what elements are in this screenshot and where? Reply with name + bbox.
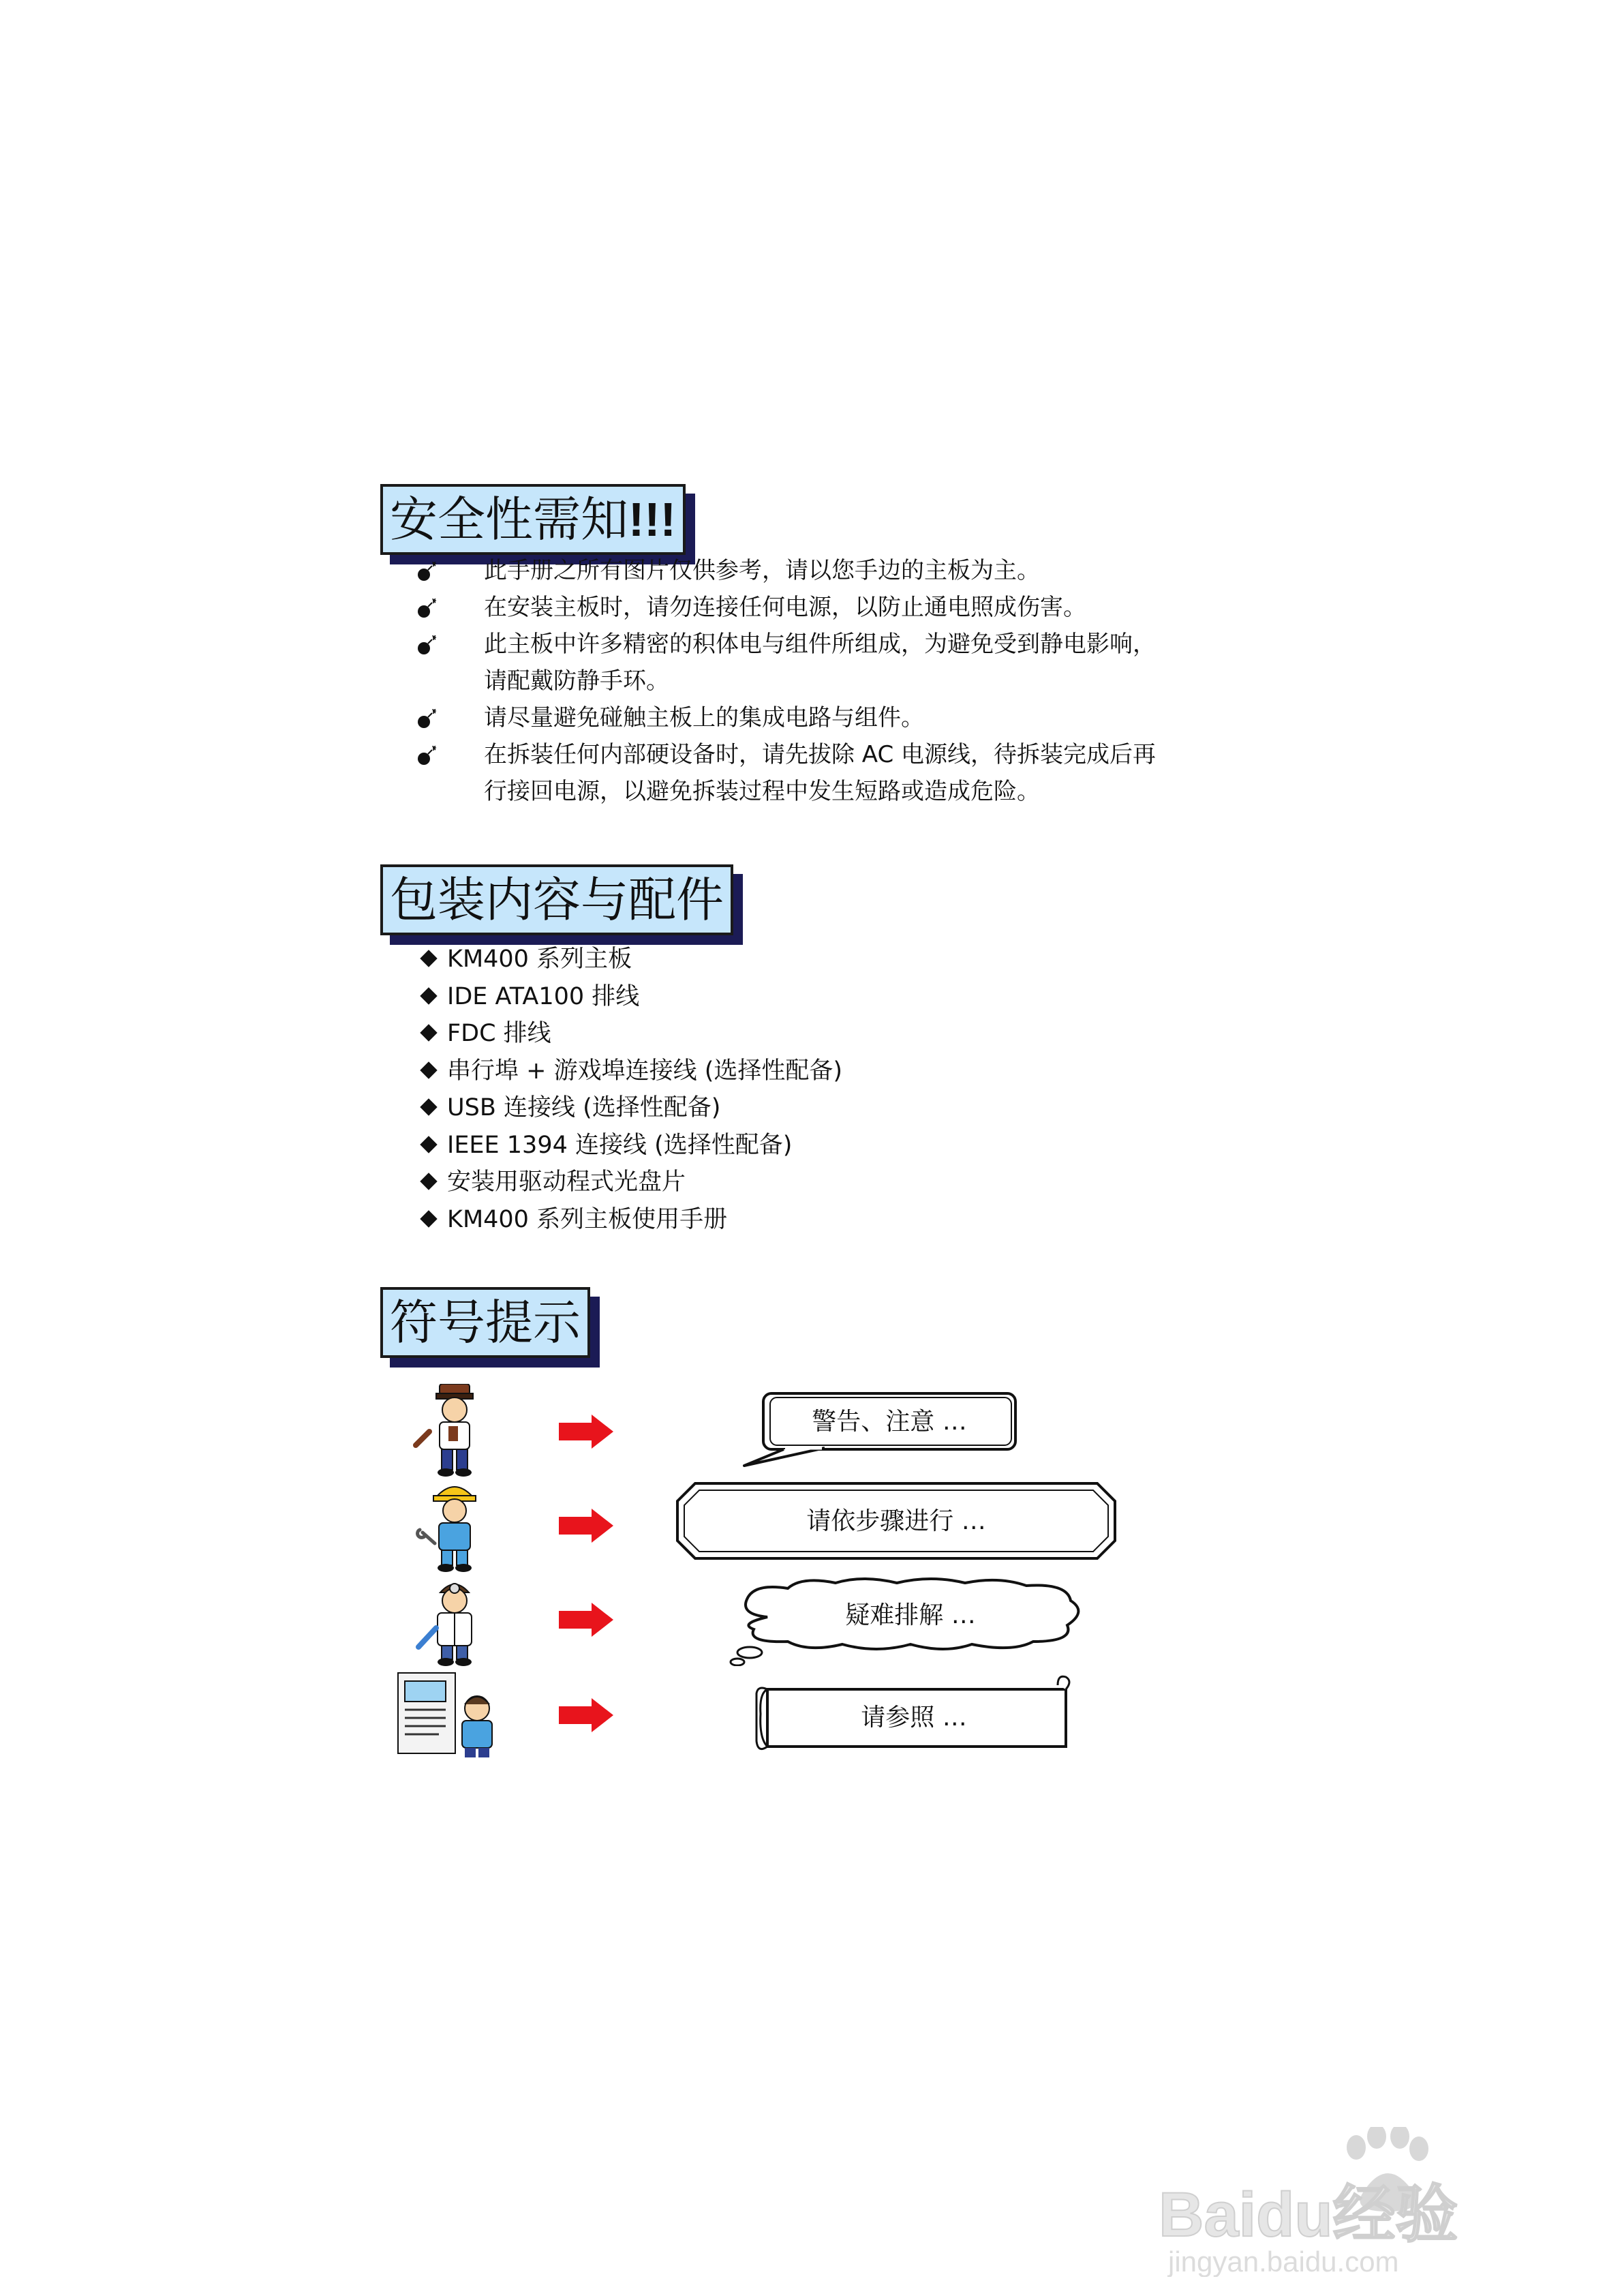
- package-item-text: IEEE 1394 连接线 (选择性配备): [447, 1131, 793, 1159]
- steps-label: 请依步骤进行 …: [806, 1507, 986, 1535]
- police-officer-icon: [402, 1384, 504, 1479]
- reader-with-book-icon: [395, 1667, 511, 1763]
- bomb-bullet-icon: [416, 709, 446, 729]
- safety-item: [416, 699, 1302, 736]
- package-item: [418, 1053, 842, 1090]
- watermark-url: jingyan.baidu.com: [1168, 2246, 1399, 2277]
- safety-item-text: 请尽量避免碰触主板上的集成电路与组件。: [484, 704, 924, 731]
- bomb-bullet-icon: [416, 746, 446, 766]
- package-item: [418, 1015, 842, 1053]
- package-item: [418, 978, 842, 1016]
- bomb-bullet-icon: [416, 635, 446, 656]
- safety-item: [416, 626, 1302, 699]
- safety-list: [416, 552, 1302, 810]
- diamond-bullet-icon: [420, 950, 437, 967]
- symbol-row-steps: [395, 1478, 1145, 1573]
- package-item-text: IDE ATA100 排线: [447, 982, 640, 1010]
- safety-item-text: 此主板中许多精密的积体电与组件所组成，为避免受到静电影响，: [484, 631, 1156, 658]
- baidu-jingyan-watermark: [1152, 2127, 1533, 2277]
- diamond-bullet-icon: [420, 1210, 437, 1227]
- package-item-text: KM400 系列主板使用手册: [447, 1205, 728, 1233]
- safety-heading: [380, 484, 686, 555]
- speech-bubble: [736, 1391, 1022, 1486]
- bomb-bullet-icon: [416, 562, 446, 582]
- package-item-text: FDC 排线: [447, 1020, 551, 1047]
- safety-item-text-cont: 行接回电源，以避免拆装过程中发生短路或造成危险。: [484, 778, 1040, 805]
- package-item: [418, 1127, 842, 1164]
- thought-cloud: [726, 1576, 1095, 1666]
- package-item-text: USB 连接线 (选择性配备): [447, 1094, 721, 1121]
- package-item-text: KM400 系列主板: [447, 946, 632, 973]
- symbol-row-warning: [395, 1384, 1145, 1479]
- safety-item: [416, 589, 1302, 626]
- safety-item-text: 此手册之所有图片仅供参考，请以您手边的主板为主。: [484, 557, 1040, 584]
- package-item: [418, 1164, 842, 1201]
- safety-item-text: 在安装主板时，请勿连接任何电源，以防止通电照成伤害。: [484, 594, 1086, 621]
- right-arrow-icon: [559, 1698, 613, 1732]
- safety-heading-text: 安全性需知: [390, 492, 628, 547]
- diamond-bullet-icon: [420, 1173, 437, 1190]
- troubleshoot-label: 疑难排解 …: [845, 1601, 976, 1629]
- package-item: [418, 1089, 842, 1127]
- package-heading-text: 包装内容与配件: [390, 872, 724, 928]
- diamond-bullet-icon: [420, 1136, 437, 1153]
- symbol-row-reference: [395, 1667, 1145, 1763]
- package-item: [418, 1201, 842, 1239]
- safety-item: [416, 736, 1302, 810]
- scroll: [754, 1673, 1074, 1755]
- watermark-brand: Baidu经验: [1159, 2180, 1458, 2250]
- octagon-banner: [675, 1481, 1118, 1561]
- safety-item-text-cont: 请配戴防静手环。: [484, 667, 669, 695]
- safety-heading-exclaim: !!!: [628, 493, 676, 546]
- right-arrow-icon: [559, 1415, 613, 1449]
- reference-label: 请参照 …: [861, 1704, 967, 1732]
- package-item-text: 安装用驱动程式光盘片: [447, 1168, 686, 1196]
- warning-label: 警告、注意 …: [812, 1408, 967, 1436]
- symbols-heading: [380, 1287, 590, 1358]
- diamond-bullet-icon: [420, 987, 437, 1004]
- package-item: [418, 941, 842, 978]
- diamond-bullet-icon: [420, 1098, 437, 1115]
- bomb-bullet-icon: [416, 599, 446, 619]
- package-heading: [380, 864, 733, 935]
- diamond-bullet-icon: [420, 1024, 437, 1041]
- right-arrow-icon: [559, 1509, 613, 1543]
- safety-item: [416, 552, 1302, 589]
- speech-bubble-outline: [736, 1391, 1022, 1486]
- right-arrow-icon: [559, 1603, 613, 1637]
- construction-worker-icon: [402, 1478, 504, 1573]
- package-item-text: 串行埠 + 游戏埠连接线 (选择性配备): [447, 1057, 843, 1085]
- package-list: [418, 941, 842, 1238]
- symbols-heading-text: 符号提示: [390, 1295, 581, 1350]
- doctor-icon: [402, 1572, 504, 1667]
- symbol-row-troubleshoot: [395, 1572, 1145, 1667]
- diamond-bullet-icon: [420, 1061, 437, 1078]
- safety-item-text: 在拆装任何内部硬设备时，请先拔除 AC 电源线，待拆装完成后再: [484, 741, 1157, 768]
